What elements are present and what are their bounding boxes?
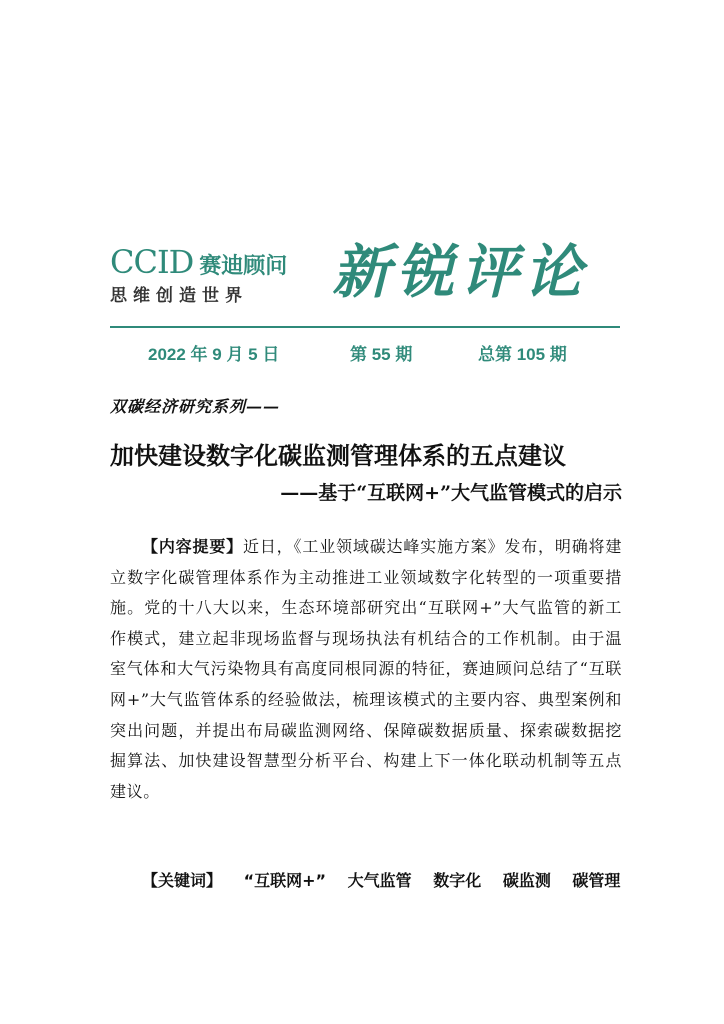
keyword-item: 碳监测 bbox=[502, 871, 551, 890]
header-divider bbox=[110, 326, 620, 328]
publication-title: 新锐评论 bbox=[332, 238, 589, 306]
keywords-label: 【关键词】 bbox=[142, 871, 223, 890]
logo-ccid-text: CCID bbox=[110, 243, 194, 281]
keywords-line bbox=[110, 868, 622, 891]
keyword-item: 大气监管 bbox=[347, 871, 412, 890]
ccid-logo bbox=[110, 244, 310, 307]
logo-company-name: 赛迪顾问 bbox=[199, 254, 288, 279]
keyword-item: “互联网+” bbox=[243, 871, 327, 890]
issue-number: 第 55 期 bbox=[350, 345, 413, 364]
issue-date: 2022 年 9 月 5 日 bbox=[148, 345, 280, 364]
abstract-paragraph bbox=[110, 532, 622, 807]
issue-total-number: 总第 105 期 bbox=[478, 345, 567, 364]
slogan: 思维创造世界 bbox=[110, 286, 248, 306]
article-subtitle: ——基于“互联网+”大气监管模式的启示 bbox=[280, 482, 622, 504]
article-title: 加快建设数字化碳监测管理体系的五点建议 bbox=[110, 441, 566, 470]
abstract-label: 【内容提要】 bbox=[142, 537, 244, 556]
abstract-text: 近日，《工业领域碳达峰实施方案》发布，明确将建立数字化碳管理体系作为主动推进工业领域数字化转型的一项重要措施。党的十八大以来，生态环境部研究出“互联网+”大气监管的新工作模式，建立起非现场监督与现场执法有机结合的工作机制。由于温室气体和大气污染物具有高度同根同源的特征，赛迪顾问总结了“互联网+”大气监管体系的经验做法，梳理该模式的主要内容、典型案例和突出问题，并提出布局碳监测网络、保障碳数据质量、探索碳数据挖掘算法、加快建设智慧型分析平台、构建上下一体化联动机制等五点建议。 bbox=[110, 537, 622, 801]
masthead bbox=[110, 232, 620, 322]
series-heading: 双碳经济研究系列—— bbox=[110, 397, 281, 416]
issue-info bbox=[110, 340, 620, 364]
keyword-item: 数字化 bbox=[433, 871, 482, 890]
keyword-item: 碳管理 bbox=[572, 871, 621, 890]
